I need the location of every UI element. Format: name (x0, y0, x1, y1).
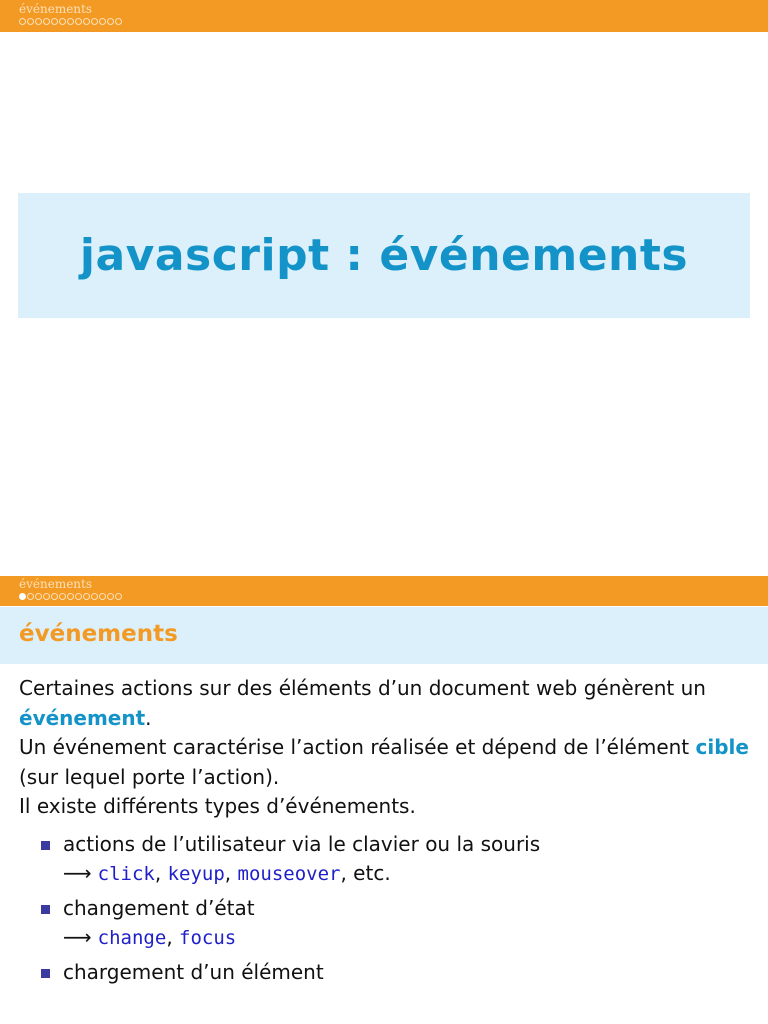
paragraph-2-text: Un événement caractérise l’action réalisée et dépend de l’élément (19, 735, 690, 759)
progress-dot[interactable] (35, 18, 42, 25)
list-item-text: changement d’état (63, 895, 255, 920)
title-box (18, 193, 750, 318)
list-item (41, 894, 754, 954)
event-name-code: click (97, 863, 155, 885)
section-title: événements (19, 2, 93, 16)
progress-dot[interactable] (91, 18, 98, 25)
square-bullet-icon (41, 841, 50, 850)
paragraph-2-rest: (sur lequel porte l’action). (19, 764, 280, 789)
paragraph-1-text: Certaines actions sur des éléments d’un document web génèrent un (19, 676, 706, 700)
progress-dot[interactable] (75, 18, 82, 25)
paragraph-1-end: . (145, 705, 152, 730)
progress-dot[interactable] (67, 18, 74, 25)
progress-dot[interactable] (59, 593, 66, 600)
list-item-text: chargement d’un élément (63, 959, 324, 984)
progress-dot[interactable] (99, 18, 106, 25)
progress-dots (19, 593, 122, 603)
example-tail: , etc. (340, 861, 391, 885)
long-arrow-icon: ⟶ (63, 925, 92, 949)
header-bar (0, 576, 768, 606)
slide-body (19, 674, 754, 991)
progress-dot[interactable] (51, 593, 58, 600)
list-item (41, 958, 754, 988)
progress-dots (19, 18, 122, 28)
long-arrow-icon: ⟶ (63, 861, 92, 885)
progress-dot[interactable] (19, 18, 26, 25)
progress-dot[interactable] (107, 18, 114, 25)
progress-dot[interactable] (35, 593, 42, 600)
content-slide (0, 552, 768, 1024)
progress-dot[interactable] (51, 18, 58, 25)
progress-dot[interactable] (83, 593, 90, 600)
keyword-evenement: événement (19, 705, 146, 730)
square-bullet-icon (41, 905, 50, 914)
progress-dot[interactable] (91, 593, 98, 600)
progress-dot[interactable] (99, 593, 106, 600)
progress-dot[interactable] (75, 593, 82, 600)
progress-dot[interactable] (115, 593, 122, 600)
event-name-code: mouseover (237, 863, 341, 885)
progress-dot[interactable] (43, 18, 50, 25)
square-bullet-icon (41, 969, 50, 978)
paragraph-1 (19, 674, 754, 733)
paragraph-3: Il existe différents types d’événements. (19, 794, 416, 818)
example-line: ⟶ click, keyup, mouseover, etc. (63, 861, 391, 885)
keyword-cible: cible (695, 735, 749, 759)
progress-dot[interactable] (83, 18, 90, 25)
event-name-code: change (97, 927, 167, 949)
paragraph-2 (19, 733, 754, 792)
slide-title: javascript : événements (79, 230, 689, 281)
progress-dot[interactable] (67, 593, 74, 600)
list-item-text: actions de l’utilisateur via le clavier ou la souris (63, 831, 541, 856)
event-name-code: focus (179, 927, 237, 949)
progress-dot[interactable] (115, 18, 122, 25)
progress-dot[interactable] (107, 593, 114, 600)
example-line: ⟶ change, focus (63, 925, 237, 949)
progress-dot[interactable] (27, 593, 34, 600)
list-item (41, 830, 754, 890)
section-title: événements (19, 577, 93, 591)
frame-title: événements (19, 621, 178, 647)
header-bar (0, 0, 768, 32)
progress-dot[interactable] (59, 18, 66, 25)
event-name-code: keyup (167, 863, 225, 885)
progress-dot[interactable] (19, 593, 26, 600)
progress-dot[interactable] (43, 593, 50, 600)
progress-dot[interactable] (27, 18, 34, 25)
frame-title-bar (0, 607, 768, 664)
event-type-list (19, 830, 754, 988)
